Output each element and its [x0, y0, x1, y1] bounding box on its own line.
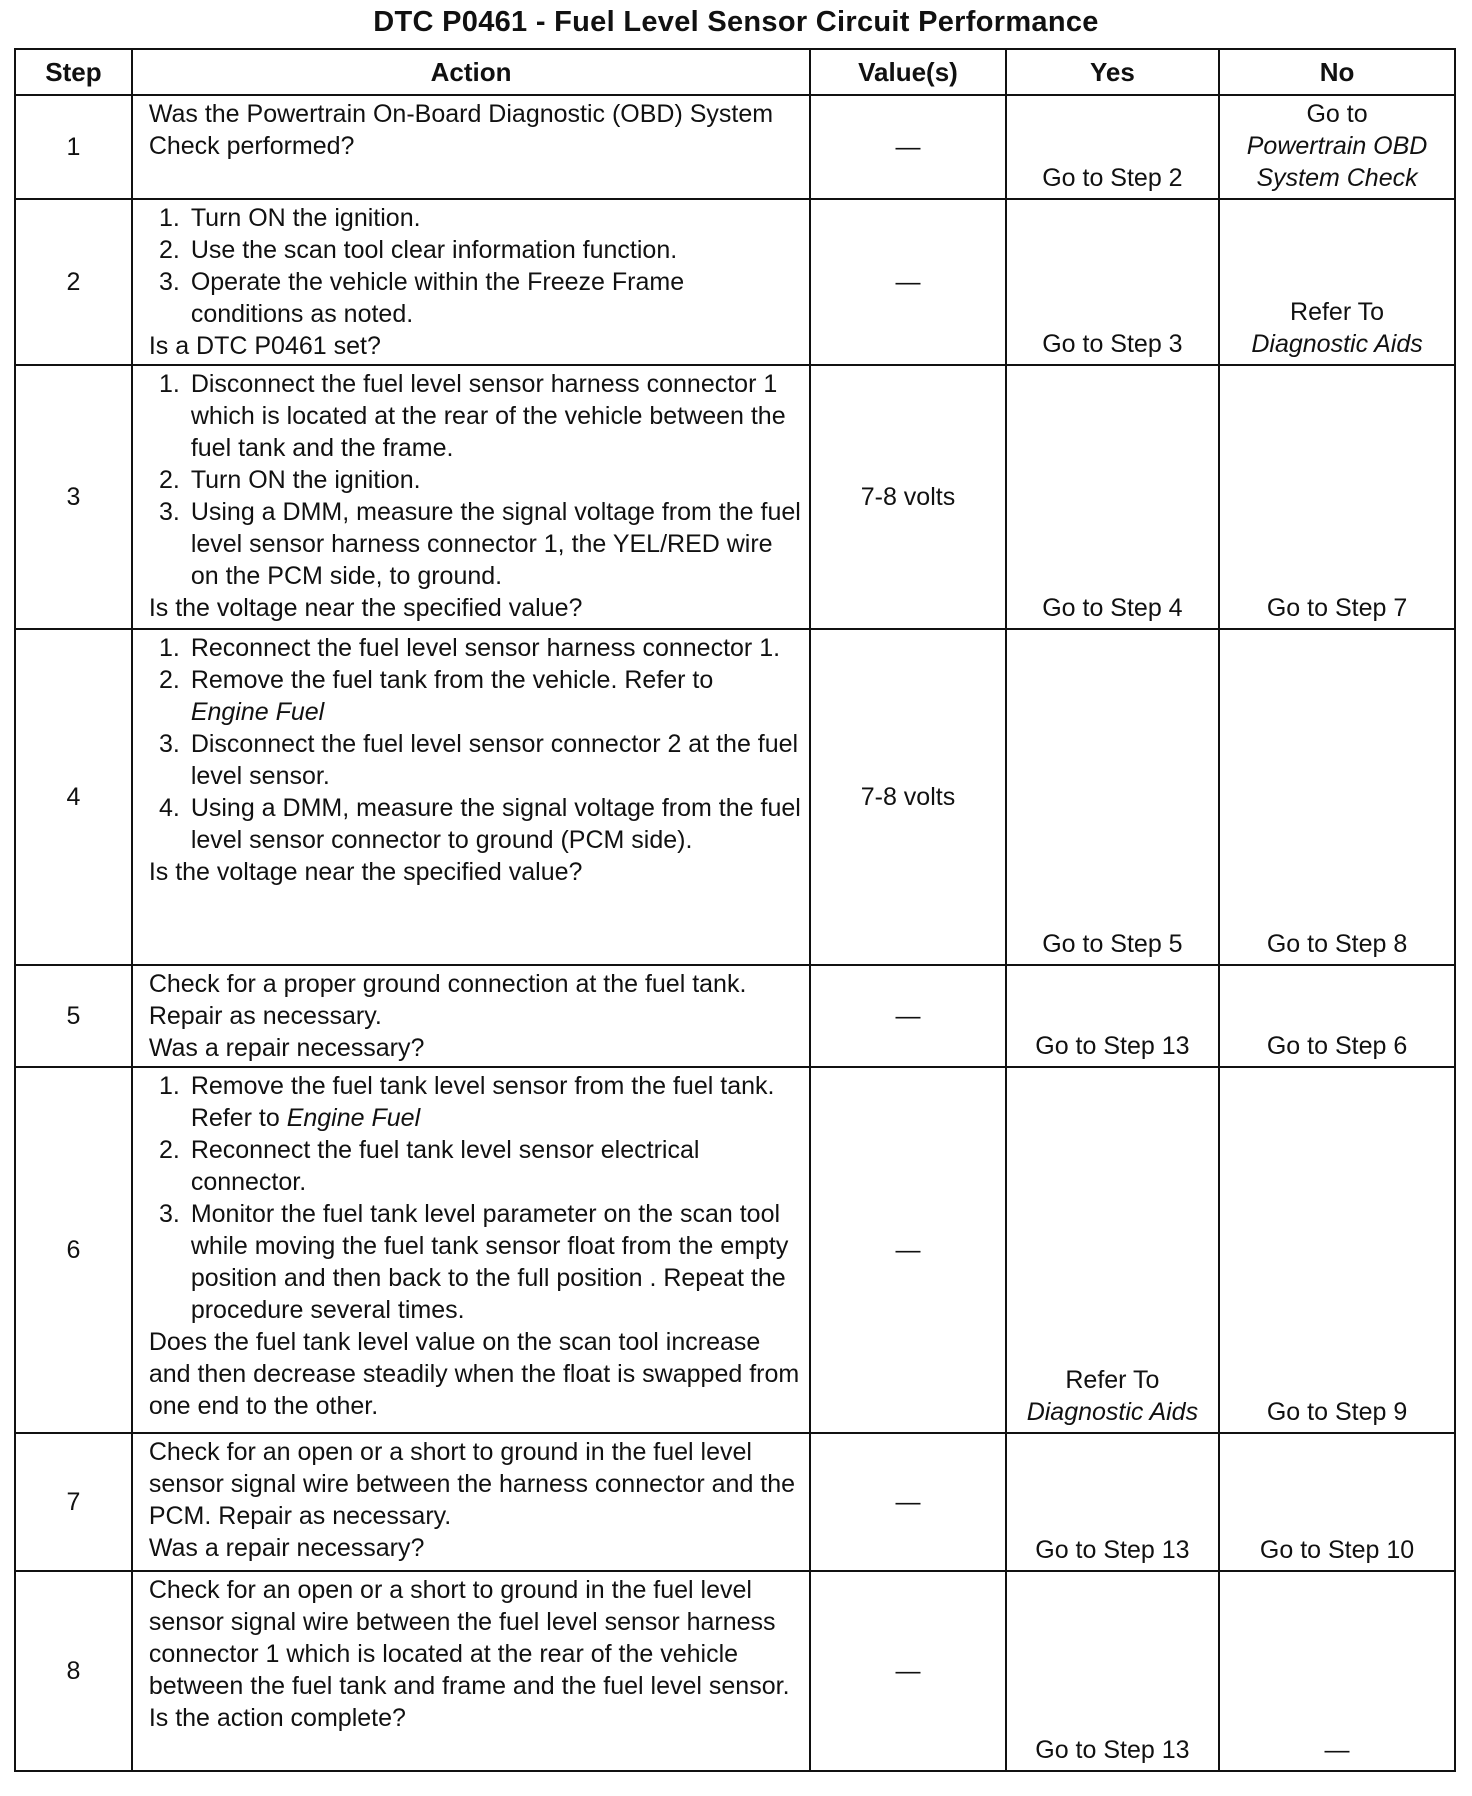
action-step-text: Remove the fuel tank level sensor from the fuel tank. Refer to — [190, 1072, 775, 1132]
no-cell — [1219, 95, 1455, 199]
diagnostic-table — [14, 48, 1456, 1772]
header-values: Value(s) — [810, 49, 1005, 95]
action-steps-list — [149, 1070, 801, 1326]
yes-line: Refer To — [1065, 1366, 1160, 1394]
action-cell — [132, 199, 810, 365]
value-cell: — — [810, 1571, 1005, 1771]
no-link-line: System Check — [1256, 164, 1418, 192]
step-number: 4 — [15, 629, 132, 965]
step-number: 8 — [15, 1571, 132, 1771]
action-cell — [132, 365, 810, 629]
yes-cell: Go to Step 5 — [1006, 629, 1219, 965]
action-step: 2. Use the scan tool clear information function. — [187, 234, 801, 266]
action-step-text: Remove the fuel tank from the vehicle. Refer to — [190, 666, 714, 694]
table-row — [15, 1067, 1455, 1433]
value-cell: — — [810, 965, 1005, 1067]
table-row — [15, 365, 1455, 629]
no-cell: Go to Step 9 — [1219, 1067, 1455, 1433]
action-steps-list — [149, 632, 801, 856]
step-number: 5 — [15, 965, 132, 1067]
table-row — [15, 1433, 1455, 1571]
action-question: Is a DTC P0461 set? — [148, 332, 381, 360]
yes-cell: Go to Step 4 — [1006, 365, 1219, 629]
action-step: 2. Reconnect the fuel tank level sensor electrical connector. — [187, 1134, 801, 1198]
action-question: Is the action complete? — [148, 1704, 406, 1732]
table-row — [15, 1571, 1455, 1771]
table-row — [15, 629, 1455, 965]
yes-cell: Go to Step 13 — [1006, 1571, 1219, 1771]
action-step: 2. Turn ON the ignition. — [187, 464, 801, 496]
no-cell: Go to Step 8 — [1219, 629, 1455, 965]
reference-link[interactable]: Engine Fuel — [190, 698, 325, 726]
no-cell — [1219, 199, 1455, 365]
action-question: Is the voltage near the specified value? — [148, 594, 583, 622]
action-question: Is the voltage near the specified value? — [148, 858, 583, 886]
action-step: 3. Disconnect the fuel level sensor connector 2 at the fuel level sensor. — [187, 728, 801, 792]
table-row — [15, 95, 1455, 199]
header-step: Step — [15, 49, 132, 95]
action-step: 1. Reconnect the fuel level sensor harness connector 1. — [187, 632, 801, 664]
value-cell: — — [810, 199, 1005, 365]
step-number: 1 — [15, 95, 132, 199]
action-cell — [132, 1571, 810, 1771]
value-cell: — — [810, 1433, 1005, 1571]
action-step: 1. Turn ON the ignition. — [187, 202, 801, 234]
no-link-line: Diagnostic Aids — [1251, 330, 1423, 358]
action-step: 3. Monitor the fuel tank level parameter on the scan tool while moving the fuel tank sensor float from the empty position and then back to the full position . Repeat the procedure several times. — [187, 1198, 801, 1326]
table-header-row — [15, 49, 1455, 95]
step-number: 3 — [15, 365, 132, 629]
action-step: 1. Disconnect the fuel level sensor harness connector 1 which is located at the rear of the vehicle between the fuel tank and the frame. — [187, 368, 801, 464]
action-cell — [132, 95, 810, 199]
action-step — [187, 1070, 801, 1134]
page-title: DTC P0461 - Fuel Level Sensor Circuit Performance — [373, 6, 1099, 38]
value-cell: — — [810, 1067, 1005, 1433]
action-text: Was the Powertrain On-Board Diagnostic (OBD) System Check performed? — [148, 100, 774, 160]
reference-link[interactable]: Engine Fuel — [286, 1104, 421, 1132]
action-cell — [132, 1067, 810, 1433]
step-number: 6 — [15, 1067, 132, 1433]
action-step: 3. Using a DMM, measure the signal voltage from the fuel level sensor harness connector 1, the YEL/RED wire on the PCM side, to ground. — [187, 496, 801, 592]
action-text: Check for a proper ground connection at the fuel tank. Repair as necessary. — [148, 970, 747, 1030]
yes-link-line: Diagnostic Aids — [1026, 1398, 1199, 1426]
header-no: No — [1219, 49, 1455, 95]
yes-cell: Go to Step 13 — [1006, 965, 1219, 1067]
action-steps-list — [149, 368, 801, 592]
value-cell: 7-8 volts — [810, 629, 1005, 965]
action-text: Check for an open or a short to ground in the fuel level sensor signal wire between the harness connector and the PCM. Repair as necessary. — [148, 1438, 796, 1530]
table-row — [15, 965, 1455, 1067]
no-line: Go to — [1306, 100, 1368, 128]
no-link-line: Powertrain OBD — [1246, 132, 1428, 160]
header-action: Action — [132, 49, 810, 95]
step-number: 7 — [15, 1433, 132, 1571]
action-cell — [132, 629, 810, 965]
action-cell — [132, 1433, 810, 1571]
yes-cell: Go to Step 3 — [1006, 199, 1219, 365]
action-question: Does the fuel tank level value on the scan tool increase and then decrease steadily when the float is swapped from one end to the other. — [148, 1328, 800, 1420]
no-line: Refer To — [1290, 298, 1385, 326]
no-cell: Go to Step 10 — [1219, 1433, 1455, 1571]
step-number: 2 — [15, 199, 132, 365]
yes-cell — [1006, 1067, 1219, 1433]
action-steps-list — [149, 202, 801, 330]
value-cell: 7-8 volts — [810, 365, 1005, 629]
action-step — [187, 664, 801, 728]
yes-cell: Go to Step 13 — [1006, 1433, 1219, 1571]
no-cell: Go to Step 7 — [1219, 365, 1455, 629]
value-cell: — — [810, 95, 1005, 199]
action-text: Check for an open or a short to ground in the fuel level sensor signal wire between the fuel level sensor harness connector 1 which is located at the rear of the vehicle between the fuel tank and frame and the fuel level sensor. — [148, 1576, 790, 1700]
header-yes: Yes — [1006, 49, 1219, 95]
yes-cell: Go to Step 2 — [1006, 95, 1219, 199]
action-question: Was a repair necessary? — [148, 1034, 425, 1062]
table-row — [15, 199, 1455, 365]
no-cell: Go to Step 6 — [1219, 965, 1455, 1067]
no-cell: — — [1219, 1571, 1455, 1771]
action-question: Was a repair necessary? — [148, 1534, 425, 1562]
action-step: 4. Using a DMM, measure the signal voltage from the fuel level sensor connector to ground (PCM side). — [187, 792, 801, 856]
action-step: 3. Operate the vehicle within the Freeze Frame conditions as noted. — [187, 266, 801, 330]
action-cell — [132, 965, 810, 1067]
